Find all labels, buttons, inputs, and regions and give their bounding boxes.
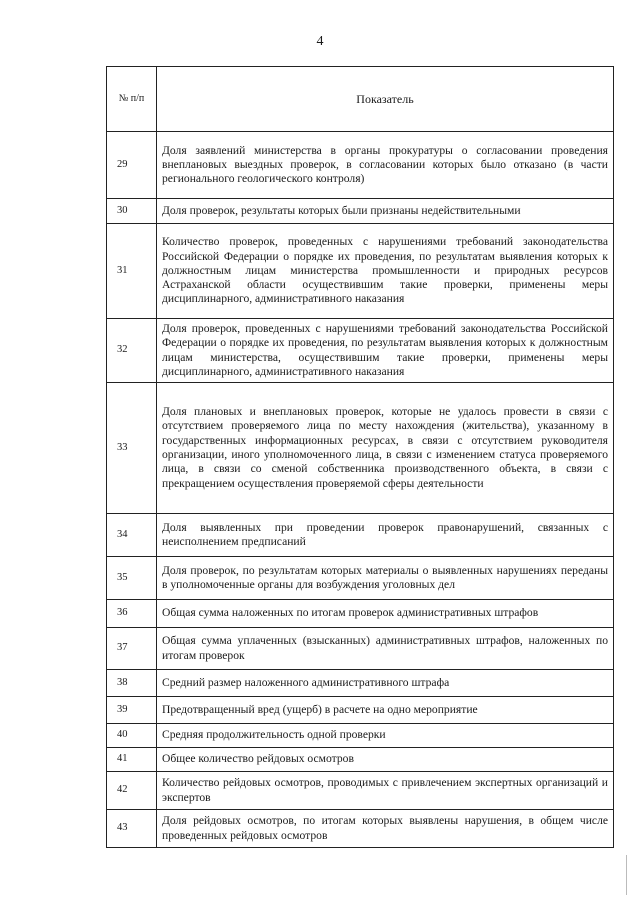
row-number: 35: [107, 557, 157, 600]
row-number: 33: [107, 383, 157, 514]
row-indicator-text: Доля заявлений министерства в органы прокуратуры о согласовании проведения внеплановых выездных проверок, в согласовании которых было отказано (в части регионального геологического контроля): [157, 132, 614, 199]
page-number: 4: [316, 34, 324, 49]
table-row: [107, 697, 614, 724]
row-number: 42: [107, 772, 157, 810]
table-row: [107, 132, 614, 199]
row-indicator-text: Общее количество рейдовых осмотров: [157, 748, 614, 772]
row-indicator-text: Доля проверок, результаты которых были признаны недействительными: [157, 199, 614, 224]
row-indicator-text: Средний размер наложенного административного штрафа: [157, 670, 614, 697]
row-number: 30: [107, 199, 157, 224]
table-row: [107, 628, 614, 670]
row-number: 37: [107, 628, 157, 670]
table-row: [107, 600, 614, 628]
row-indicator-text: Средняя продолжительность одной проверки: [157, 724, 614, 748]
row-number: 38: [107, 670, 157, 697]
row-indicator-text: Количество рейдовых осмотров, проводимых с привлечением экспертных организаций и экспертов: [157, 772, 614, 810]
table-row: [107, 319, 614, 383]
table-row: [107, 670, 614, 697]
row-indicator-text: Доля плановых и внеплановых проверок, которые не удалось провести в связи с отсутствием проверяемого лица по месту нахождения (жительства), указанному в государственных информационных ресурсах, в связи с отсутствием руководителя организации, иного уполномоченного лица, в связи с изменением статуса проверяемого лица, в связи со сменой собственника производственного объекта, в связи с прекращением осуществления проверяемой сферы деятельности: [157, 383, 614, 514]
row-number: 29: [107, 132, 157, 199]
row-number: 31: [107, 224, 157, 319]
table-row: [107, 383, 614, 514]
indicators-table: [106, 66, 614, 848]
row-number: 39: [107, 697, 157, 724]
table-row: [107, 724, 614, 748]
table-row: [107, 748, 614, 772]
row-indicator-text: Доля проверок, проведенных с нарушениями требований законодательства Российской Федерации о порядке их проведения, по результатам выявления которых к должностным лицам министерства, осуществившим такие проверки, применены меры дисциплинарного, административного наказания: [157, 319, 614, 383]
row-indicator-text: Общая сумма уплаченных (взысканных) административных штрафов, наложенных по итогам проверок: [157, 628, 614, 670]
row-number: 41: [107, 748, 157, 772]
table-row: [107, 224, 614, 319]
table-row: [107, 199, 614, 224]
row-indicator-text: Предотвращенный вред (ущерб) в расчете на одно мероприятие: [157, 697, 614, 724]
row-number: 32: [107, 319, 157, 383]
table-row: [107, 772, 614, 810]
row-number: 34: [107, 514, 157, 557]
scan-margin-line: [626, 855, 627, 895]
row-indicator-text: Количество проверок, проведенных с нарушениями требований законодательства Российской Федерации о порядке их проведения, по результатам выявления которых к должностным лицам министерства промышленности и природных ресурсов Астраханской области осуществившим такие проверки, применены меры дисциплинарного, административного наказания: [157, 224, 614, 319]
table-row: [107, 514, 614, 557]
table-header-row: [107, 67, 614, 132]
row-number: 43: [107, 810, 157, 848]
row-indicator-text: Доля проверок, по результатам которых материалы о выявленных нарушениях переданы в уполномоченные органы для возбуждения уголовных дел: [157, 557, 614, 600]
row-indicator-text: Доля рейдовых осмотров, по итогам которых выявлены нарушения, в общем числе проведенных рейдовых осмотров: [157, 810, 614, 848]
row-indicator-text: Доля выявленных при проведении проверок правонарушений, связанных с неисполнением предписаний: [157, 514, 614, 557]
table-row: [107, 557, 614, 600]
column-header-indicator: Показатель: [157, 67, 614, 132]
row-number: 40: [107, 724, 157, 748]
row-number: 36: [107, 600, 157, 628]
column-header-number: № п/п: [107, 67, 157, 132]
row-indicator-text: Общая сумма наложенных по итогам проверок административных штрафов: [157, 600, 614, 628]
table-row: [107, 810, 614, 848]
